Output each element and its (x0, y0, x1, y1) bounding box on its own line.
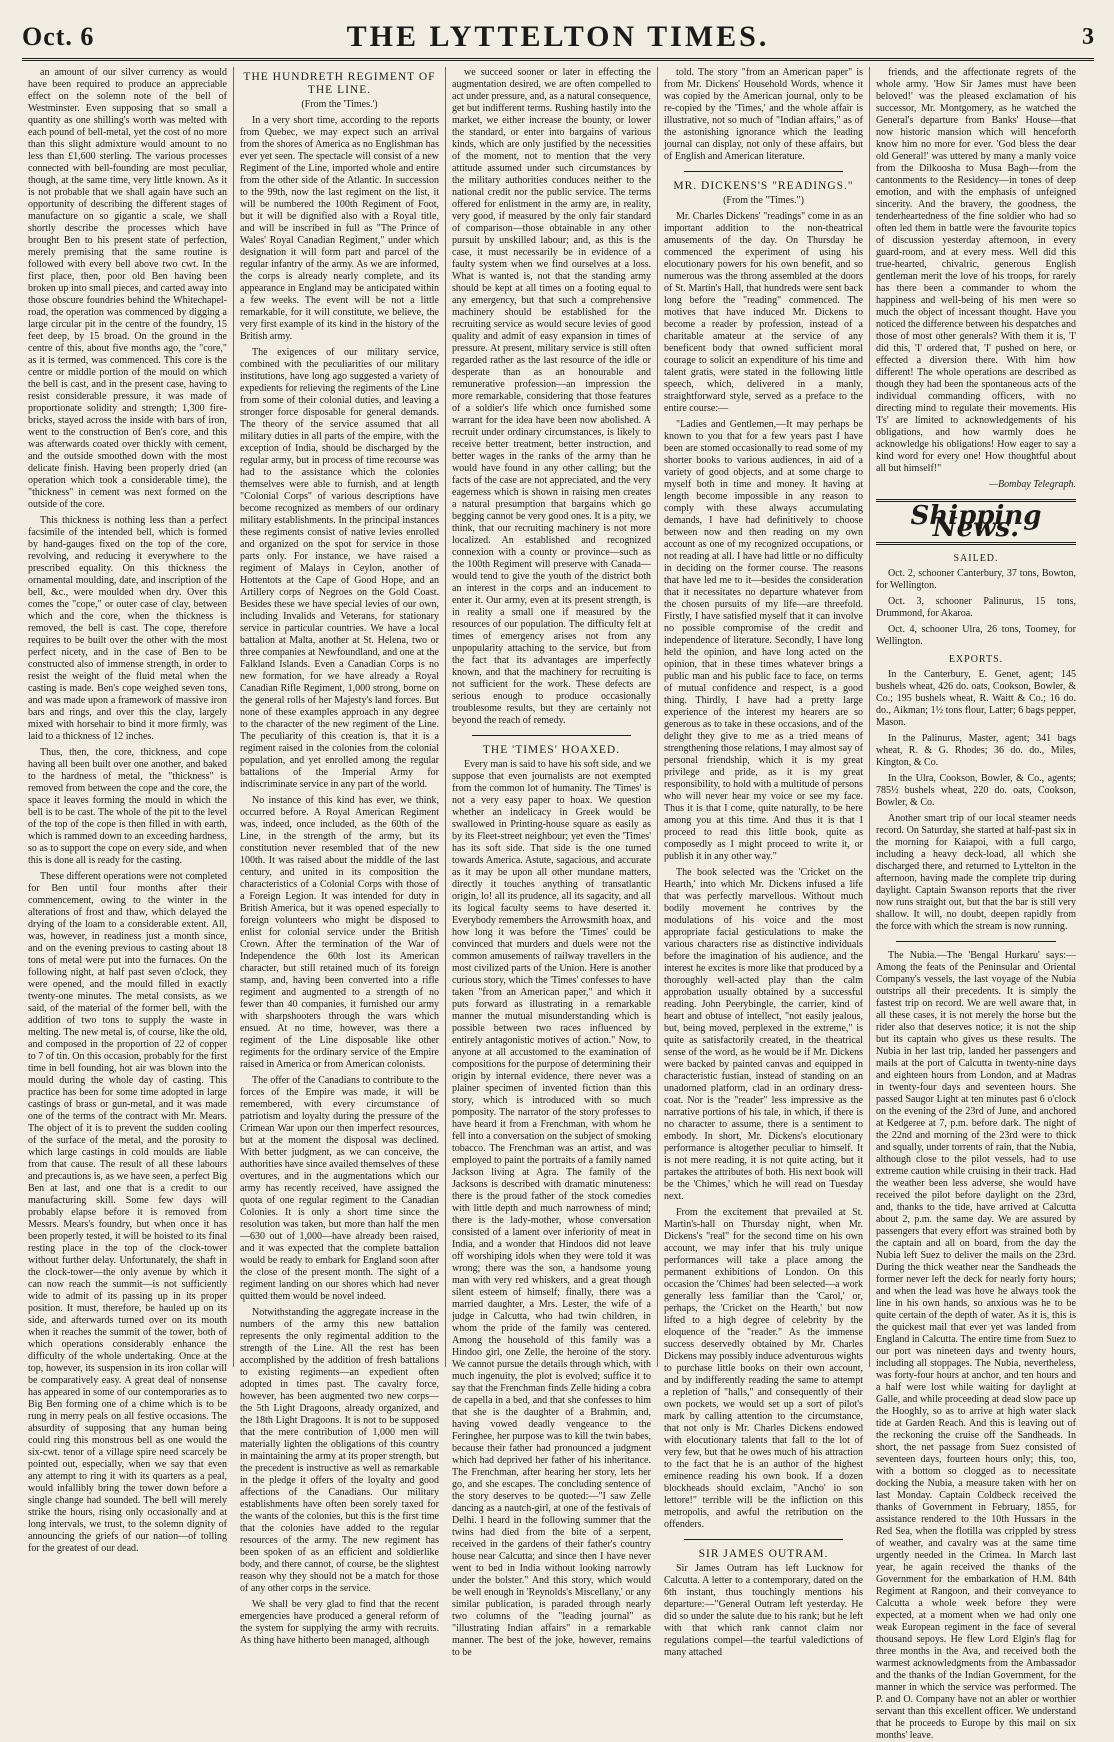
article-paragraph: friends, and the affectionate regrets of the whole army. 'How Sir James must have been beloved!' was the pleased exclamation of his successor, Mr. Montgomery, as he watched the General's departure from Banks' House—that now historic mansion which will henceforth know him no more for ever. 'God bless the dear old General!' was uttered by many a manly voice from the Dilkoosha to Musa Bagh—from the cantonments to the Residency—in tones of deep emotion, and with the emphasis of unfeigned sincerity. And the bravery, the goodness, the tenderheartedness of the fine soldier who had so often led them in battle were the favourite topics of discussion yesterday afternoon, in every guard-room, and at every mess. Well did this true-hearted, chivalric, generous English gentleman merit the love of his troops, for rarely has there been a commander to whom the happiness and well-being of his men were so much the object of incessant thought. Have you noticed the difference between his despatches and those of most other generals? With them it is, 'I' did this, 'I' ordered that, 'I' pushed on here, or effected a diversion there. With him how different! The whole operations are described as though they had been the spontaneous acts of the individual commanding officers, with no directing mind to regulate their movements. His 'I's' are limited to acknowledgements of his obligations, and how warmly does he acknowledge his obligations! How eager to say a kind word for every one! How thoughtful about all but himself!" (876, 67, 1076, 474)
list-item: In the Canterbury, E. Genet, agent; 145 bushels wheat, 426 do. oats, Cookson, Bowler, & Co.; 195 bushels wheat, R. Waitt & Co.; 16 do. do., Aikman; 1½ tons flour, Latter; 6 bags pepper, Mason. (876, 669, 1076, 728)
article-paragraph: From the excitement that prevailed at St. Martin's-hall on Thursday night, when Mr. Dickens's "real" for the second time on his own account, we may infer that his truly unique performances will take a place among the permanent exhibitions of London. On this occasion the 'Chimes' had been selected—a work generally less familiar than the 'Carol,' or, perhaps, the 'Cricket on the Hearth,' but now lifted to a high degree of celebrity by the eloquence of the "reader." As the immense success deservedly obtained by Mr. Charles Dickens may possibly induce adventurous wights to purchase little books on their own account, and by indifferently reading the same to attempt a repletion of "halls," and consequently of their own pockets, we would set up a sort of pilot's mark by calling attention to the circumstance, that not only is Mr. Charles Dickens endowed with elocutionary talents that fall to the lot of very few, but that he owes much of his attraction to the fact that he is an author of the highest eminence reading his own book. If a dozen blockheads should exclaim, "Ancho' io son lettore!" terrible will be the infliction on this metropolis, and awful the retribution on the offenders. (664, 1207, 863, 1530)
article-paragraph: Every man is said to have his soft side, and we suppose that even journalists are not exempted from the common lot of humanity. The 'Times' is not a very easy paper to hoax. We question whether an indelicacy in Greek would be swallowed in Printing-house square as easily as by its Fleet-street neighbour; yet even the 'Times' has its soft side. That side is the one turned towards America. Astute, sagacious, and accurate as it may be upon all other mundane matters, directly it touches anything of transatlantic origin, lo! all its prudence, all its sagacity, and all its logical faculty seems to have deserted it. Everybody remembers the Arrowsmith hoax, and how long it was before the 'Times' could be convinced that murders and duels were not the common amusements of railway travellers in the most civilized parts of the Union. Here is another curious story, which the 'Times' confesses to have taken "from an American paper," and which it puts forward as illustrating in a remarkable manner the mutual misunderstanding which is possible between two races influenced by entirely antagonistic motives of action." Now, to anyone at all accustomed to the examination of compositions for the purpose of determining their origin by internal evidence, there never was a plainer specimen of invented fiction than this story, which is introduced with so much pomposity. The narrator of the story professes to have heard it from a Frenchman, with whom he fell into a conversation on the subject of smoking tobacco. The Frenchman was an artist, and was employed to paint the portraits of a family named Jackson living at Agra. The family of the Jacksons is described with dramatic minuteness: there is the proud father of the stock comedies with little depth and much narrowness of mind; there is the lady-mother, whose conversation consisted of a lament over inferiority of meat in India, and a wonder that Hindoos did not leave off worshiping idols when they were told it was wrong; there was the son, a handsome young man with very red whiskers, and a great though silent esteem of himself; finally, there was a married daughter, a Mrs. Lester, the wife of a judge in Calcutta, who had twin children, in whom the pride of the family was centered. Among the household of this family was a Hindoo girl, one Zelle, the heroine of the story. We cannot pursue the details through which, with much ingenuity, the plot is evolved; suffice it to say that the Frenchman finds Zelle hiding a cobra de capella in a bed, and that she confesses to him that she is the daughter of a Brahmin, and, having vowed deadly vengeance to the Feringhee, her purpose was to kill the twin babes, because their father had pronounced a judgment which had deprived her father of his inheritance. The Frenchman, after hearing her story, lets her go, and she escapes. The concluding sentence of the story deserves to be quoted:—"I saw Zelle dancing as a nautch-girl, at one of the festivals of Delhi. I heard in the following summer that the twins had died from the bite of a serpent, received in the gardens of their father's country house near Calcutta; and since then I have never went to bed in India without looking narrowly under the bolster." And this story, which would be well enough in 'Reynolds's Miscellany,' or any similar publication, is paraded through nearly two columns of the "leading journal" as "illustrating Indian affairs" in a remarkable manner. The best of the joke, however, remains to be (452, 759, 651, 1658)
article-credit: —Bombay Telegraph. (989, 479, 1076, 490)
list-item: In the Palinurus, Master, agent; 341 bags wheat, R. & G. Rhodes; 36 do. do., Miles, Kington, & Co. (876, 733, 1076, 768)
article-source: (From the "Times.") (723, 195, 804, 206)
article-heading: SIR JAMES OUTRAM. (698, 1548, 829, 1560)
article-paragraph: "Ladies and Gentlemen,—It may perhaps be known to you that for a few years past I have been are stomed occasionally to read some of my shorter books to various audiences, in aid of a variety of good objects, and at some charge to myself both in time and money. It having at length become impossible in any reason to comply with these always accumulating demands, I have had definitively to choose between now and then reading on my own account as one of my recognized occupations, or not reading at all. I have had little or no difficulty in deciding on the former course. The reasons that have led me to it—besides the consideration that it necessitates no departure whatever from the chosen pursuits of my life—are threefold. Firstly, I have satisfied myself that it can involve no possible compromise of the credit and independence of literature. Secondly, I have long held the opinion, and have long acted on the opinion, that in these times whatever brings a public man and his public face to face, on terms of mutual confidence and respect, is a good thing. Thirdly, I have had a pretty large experience of the interest my hearers are so generous as to take in these occasions, and of the delight they give to me as a tried means of strengthening those relations, I may almost say of personal friendship, which it is my great privilege and pride, as it is my great responsibility, to hold with a multitude of persons who will never hear my voice or see my face. Thus it is that I come, quite naturally, to be here among you at this time. And thus it is that I proceed to read this little book, quite as composedly as I might proceed to write it, or publish it in any other way." (664, 419, 863, 862)
article-paragraph: Notwithstanding the aggregate increase in the numbers of the army this new battalion represents the only regimental addition to the strength of the Line. All the rest has been accomplished by the addition of fresh battalions to existing regiments—an expedient often adopted in times past. The cavalry force, however, has been augmented two new corps—the 5th Light Dragoons, already organized, and the 18th Light Dragoons. It is not to be supposed that the mere contribution of 1,000 men will materially lighten the obligations of this country in maintaining the army at its proper strength, but the precedent is instructive as well as remarkable in the pledge it offers of the loyalty and good affections of the Canadians. Our military establishments have often been sorely taxed for the wants of the colonies, but this is the first time that the colonies have added to the regular resources of the army. The new regiment has been spoken of as an efficient and soldierlike body, and there cannot, of course, be the slightest reason why they should not be a match for those of any other corps in the service. (240, 1307, 439, 1594)
section-divider (896, 941, 1056, 942)
section-divider (684, 1539, 843, 1540)
sailed-label: SAILED. (953, 553, 999, 564)
column-2 (234, 67, 446, 1646)
shipping-news-title: Shipping News. (910, 501, 1042, 543)
article-paragraph: Mr. Charles Dickens' "readings" come in as an important addition to the non-theatrical amusements of the day. On Thursday he commenced the experiment of using his elocutionary powers for his own benefit, and so numerous was the throng assembled at the doors of St. Martin's Hall, that hundreds were sent back long before the "reading" commenced. The motives that have induced Mr. Dickens to become a reader by profession, instead of a charitable amateur at the service of any beneficent body that owned sufficient moral courage to solicit an expenditure of his time and talent gratis, were stated in the following little speech, which, delivered in a manly, straightforward style, served as a preface to the entire course:— (664, 211, 863, 414)
exports-label: EXPORTS. (948, 654, 1004, 665)
article-paragraph: Sir James Outram has left Lucknow for Calcutta. A letter to a contemporary, dated on the 6th instant, thus touchingly mentions his departure:—"General Outram left yesterday. He did so under the salute due to his rank; but he left with that which rank cannot claim nor regulations compel—the tearful valedictions of many attached (664, 1563, 863, 1658)
column-3 (446, 67, 658, 1658)
list-item: Oct. 2, schooner Canterbury, 37 tons, Bowton, for Wellington. (876, 568, 1076, 591)
article-columns (22, 67, 1094, 1741)
column-5 (870, 67, 1082, 1741)
column-1 (22, 67, 234, 1554)
article-paragraph: The exigences of our military service, combined with the peculiarities of our military institutions, have long ago suggested a variety of expedients for relieving the regiments of the Line from some of their colonial duties, and leaving a stronger force disposable for general demands. The theory of the service assumed that all military duties in all parts of the empire, with the exception of India, should be discharged by the regular army, but in process of time recourse was had to the assistance which the colonies themselves were able to furnish, and at length "Colonial Corps" of various descriptions have become recognized as members of our ordinary military establishments. In the principal instances these regiments consist of native levies enrolled and organized on the spot for service in those parts only. For instance, we have raised a regiment of Malays in Ceylon, another of Hottentots at the Cape of Good Hope, and an Artillery corps of Negroes on the Gold Coast. Besides these we have special levies of our own, including Invalids and Veterans, for stationary service in particular countries. We have a local battalion at Malta, another at St. Helena, two or three companies at Newfoundland, and one at the Falkland Islands. Even a Canadian Corps is no new formation, for we have already a Royal Canadian Rifle Regiment, 1,000 strong, borne on the general rolls of her Majesty's land forces. But none of these examples approach in any degree to the character of the new regiment of the Line. The peculiarity of this creation is, that it is a regiment raised in the colonies from the colonial population, and yet enrolled among the regular battalions of the Imperial Army for indiscriminate service in any part of the world. (240, 347, 439, 790)
masthead (22, 18, 1094, 61)
list-item: In the Ulra, Cookson, Bowler, & Co., agents; 785½ bushels wheat, 220 do. oats, Cookson, Bowler, & Co. (876, 773, 1076, 808)
article-paragraph: we succeed sooner or later in effecting the augmentation desired, we are often compelled to act under pressure, and, as a natural consequence, get but indifferent terms. Rushing hastily into the market, we either increase the bounty, or lower the standard, or enter into bargains of various kinds, which are only justified by the necessities of the moment, not to mention that the very attitude assumed under such circumstances by the military authorities conduces neither to the national credit nor the public service. The terms offered for enlistment in the army are, in reality, very good, if measured by the only fair standard of comparison—those obtainable in any other pursuit by unskilled labour; and, as this is the case, it must necessarily be in evidence of a faulty system when we find ourselves at a loss. What is wanted is, not that the standing army should be kept at all times on a footing equal to any emergency, but that such a comprehensive machinery should be established for the recruiting service as would secure levies of good quality and admit of easy expansion in times of pressure. At present, military service is still often regarded rather as the last resource of the idle or desperate than as an honourable and remunerative profession—an impression the more remarkable, considering that those features of a soldier's life which once furnished some warrant for the idea have been now abolished. A recruit under ordinary circumstances, is likely to receive better treatment, better instruction, and better wages in the ranks of the army than he would have found in any other calling; but the facts of the case are not appreciated, and the very eagerness which is shown in raising men creates a natural presumption that bargains which go begging cannot be very good ones. It is a pity, we think, that our recruiting machinery is not more localized. An established and recognized connexion with a county or province—such as the 100th Regiment will preserve with Canada—would tend to give the youth of the district both an interest in the corps and an inducement to enter it. Our army, even at its present strength, is in reality a small one if measured by the resources of our population. The difficulty felt at times of emergency arises not from any unpopularity attaching to the service, but from the fact that its advantages are imperfectly known, and that the machinery for recruiting is not sufficient for the work. These defects are serious enough to produce occasionally troublesome results, but they are certainly not beyond the reach of remedy. (452, 67, 651, 726)
section-divider (684, 171, 843, 172)
article-paragraph: In a very short time, according to the reports from Quebec, we may expect such an arrival from the shores of America as no Englishman has ever yet seen. The spectacle will consist of a new Regiment of the Line, imported whole and entire from the other side of the Atlantic. In succession to the 99th, now the last regiment on the list, it will be numbered the 100th Regiment of Foot, but it will be dignified also with a Royal title, and will be inscribed in full as "The Prince of Wales' Royal Canadian Regiment," under which designation it will form part and parcel of the regular infantry of the army. As we are informed, the corps is already nearly complete, and its appearance in England may be anticipated within a few weeks. The event will be not a little remarkable, for it will constitute, we believe, the very first example of its kind in the history of the British army. (240, 115, 439, 342)
article-paragraph: These different operations were not completed for Ben until four months after their commencement, owing to the winter in the alterations of frost and thaw, which delayed the drying of the loam to a considerable extent. All, was, however, in readiness just a month since, and on the evening previous to casting about 18 tons of metal were put into the furnaces. On the following night, at half past seven o'clock, they were opened, and the mould filled in exactly twenty-one minutes. The metal consists, as we said, of the material of the former bell, with the addition of two tons to supply the waste in melting. The new metal is, of course, like the old, and composed in the proportion of 22 of copper to 7 of tin. On this occasion, probably for the first time in bell founding, hot air was blown into the mould during the whole day of casting. This practice has been for some time adopted in large castings of brass or gun-metal, and it was made one of the terms of the contract with Mr. Mears. The object of it is to prevent the sudden cooling of the surface of the metal, and the porosity to which large castings in cold moulds are liable from that cause. The result of all these labours and precautions is, as we have seen, a perfect Big Ben at last, and one that is a credit to our manufacturing skill. Some few days will probably elapse before it is removed from Messrs. Mears's foundry, but when once it has been properly tested, it will be hoisted to its final resting place in the top of the clock-tower without further delay. Unfortunately, the shaft in the clock-tower—the only avenue by which it can now reach the summit—is not sufficiently wide to admit of its passing up in its proper position. It must, therefore, be hauled up on its side, and afterwards turned over on its mouth when it reaches the summit of the tower, both of which operations considerably enhance the difficulty of the whole undertaking. Once at the top, however, its suspension in its iron collar will be comparatively easy. A great deal of nonsense has appeared in some of our contemporaries as to Big Ben forming one of a chime which is to be rung in merry peals on all festive occasions. The absurdity of supposing that any human being could ring this monstrous bell as one would the six-cwt. tenor of a village spire need scarcely be pointed out, especially, when we say that even any attempt to ring it with its quarters as a peal, would infallibly bring the tower down before a single change had sounded. The bell will merely strike the hours, rising only occasionally and at long intervals, we trust, to the solemn dignity of announcing the griefs of our nation—of tolling for the greatest of our dead. (28, 871, 227, 1554)
article-paragraph: told. The story "from an American paper" is from Mr. Dickens' Household Words, whence it was copied by the American journal, only to be re-copied by the 'Times,' and the whole affair is illustrative, not so much of "Indian affairs," as of the astonishing ignorance which the leading journal can display, not only of these affairs, but of English and American literature. (664, 67, 863, 162)
list-item: Oct. 3, schooner Palinurus, 15 tons, Drummond, for Akaroa. (876, 596, 1076, 619)
page-number: 3 (1082, 24, 1094, 50)
section-divider (472, 735, 631, 736)
article-heading: MR. DICKENS'S "READINGS." (673, 180, 854, 192)
list-item: Oct. 4, schooner Ulra, 26 tons, Toomey, for Wellington. (876, 624, 1076, 647)
article-paragraph: The Nubia.—The 'Bengal Hurkaru' says:—Among the feats of the Peninsular and Oriental Company's vessels, the last voyage of the Nubia outstrips all their precedents. It is simply the fastest trip on record. We are well aware that, in all these cases, it is not merely the horse but the rider also that deserves notice; it is not the ship but its captain who gives us these results. The Nubia in her last trip, landed her passengers and mails at the port of Calcutta in twenty-nine days and eighteen hours from London, and at Madras in twenty-four days and seventeen hours. She passed Saugor Light at ten minutes past 6 o'clock on the evening of the 23rd of June, and anchored at Kedgeree at 7, p.m. before dark. The night of the 22nd and morning of the 23rd were to thick and squally, under torrents of rain, that the Nubia, although close to the pilot vessels, had to use extreme caution while cruising in their track. Had the weather been less adverse, she would have received the pilot before daylight on the 23rd, and, thanks to the tide, have arrived at Calcutta about 2, p.m. the same day. We are assured by passengers that every effort was strained both by the captain and all on board, from the day the Nubia left Suez to deliver the mails on the 23rd. During the thick weather near the Sandheads the former never left the deck for nearly forty hours; and when the lead was hove he always took the line in his own hands, so anxious was he to be quite certain of the depth of water. As it is, this is the quickest mail that ever yet was landed from England in Calcutta. The entire time from Suez to our port was nineteen days and twenty hours, including all stoppages. The Nubia, nevertheless, was forty-four hours at anchor, and ten hours and a half were lost while waiting for daylight at Galle, and while proceeding at dead slow pace up the Hooghly, so as to arrive at high water slack tide at Garden Reach. And this is leaving out of the reckoning the cruise off the Sandheads. In short, the net passage from Suez consisted of seventeen days, fourteen hours only; this, too, with a bottom so clogged as to necessitate docking the Nubia, a measure taken with her on last Monday. Captain Coldbeck received the thanks of Government in February, 1855, for assistance rendered to the 10th Hussars in the Red Sea, when the flotilla was crippled by stress of weather, and cavalry was at the same time urgently needed in the Crimea. In March last year, he again received the thanks of the Government for the embarkation of H.M. 84th Regiment at Rangoon, and their conveyance to Calcutta a whole week before they were expected, at a moment when we had only one weak European regiment in the face of several thousand sepoys. He flew Lord Elgin's flag for three months in the Ava, and received both the warmest acknowledgments from the Ambassador and the thanks of the Indian Government, for the manner in which the service was performed. The P. and O. Company have not an abler or worthier servant than this excellent officer. We understand that he proceeds to Europe by this mail on six months' leave. (876, 950, 1076, 1741)
article-paragraph: No instance of this kind has ever, we think, occurred before. A Royal American Regiment was, indeed, once included, as the 60th of the Line, in the strength of the army, but its constitution never resembled that of the new 100th. It was raised about the middle of the last century, and united in its composition the characteristics of a Colonial Corps with those of a Foreign Legion. It was intended for duty in British America, but it was opened especially to foreign volunteers who might be disposed to enlist for colonial service under the British Crown. After the termination of the War of Independence the 60th lost its American character, but still retained much of its foreign stamp, and, having been converted into a rifle regiment and augmented to a strength of no fewer than 40 companies, it furnished our army with sharpshooters through the wars which ensued. At no time, however, was there a regiment of the Line disposable like other regiments for the ordinary service of the Empire raised in America or from American colonists. (240, 795, 439, 1070)
article-paragraph: Thus, then, the core, thickness, and cope having all been built over one another, and baked to the hardness of metal, the "thickness" is removed from between the cope and the core, the space it leaves forming the mould in which the bell is to be cast. The whole of the pit to the level of the top of the cope is then filled in with earth, which is rammed down to an exceeding hardness, so as to support the cope on every side, and when this is done all is ready for the casting. (28, 747, 227, 866)
article-heading: THE 'TIMES' HOAXED. (482, 744, 621, 756)
column-4 (658, 67, 870, 1658)
article-paragraph: The book selected was the 'Cricket on the Hearth,' into which Mr. Dickens infused a life that was perfectly marvellous. Without much bodily movement he contrives by the modulations of his voice and the most appropriate facial gesticulations to make the various characters rise as distinctive individuals before the imagination of his audience, and the interest he excites is more like that produced by a thoroughly well-acted play than the calm approbation usually obtained by a successful reading. John Peerybingle, the carrier, kind of heart and obtuse of intellect, "not easily jealous, but, being moved, perplexed in the extreme," is quite as satisfactorily created, in the theatrical sense of the word, as he would be if Mr. Dickens were backed by painted canvas and equipped in characteristic fustian, instead of standing on an unadorned platform, clad in an ordinary dress-coat. Nor is the "reader" less impressive as the narrative portions of his tale, in which, if there is no character to assume, there is a sentiment to embody. In short, Mr. Dickens's elocutionary performance is altogether peculiar to himself. It is not mere reading, it is not quite acting, but it partakes the attributes of both. His next book will be the 'Chimes,' which he will read on Tuesday next. (664, 867, 863, 1202)
issue-date: Oct. 6 (22, 22, 95, 51)
article-paragraph: Another smart trip of our local steamer needs record. On Saturday, she started at half-past six in the morning for Kaiapoi, with a full cargo, including a heavy deck-load, all which she discharged there, and returned to Lyttelton in the afternoon, having made the complete trip during daylight. Captain Swanson reports that the river now runs straight out, but that the bar is still very shallow. It will, no doubt, deepen rapidly from the force with which the stream is now running. (876, 813, 1076, 932)
article-paragraph: The offer of the Canadians to contribute to the forces of the Empire was made, it will be remembered, with every circumstance of patriotism and loyalty during the pressure of the Crimean War upon our then imperfect resources, but at the moment the disposal was declined. With better judgment, as we can conceive, the authorities have since availed themselves of these overtures, and in the augmentations which our army has recently received, have assigned the quota of one regular regiment to the Canadian Colonies. It is only a short time since the resolution was taken, but more than half the men—630 out of 1,000—have already been raised, and it was expected that the complete battalion would be ready to embark for England soon after the close of the present month. The sight of a regiment landing on our shores which had never quitted them would be novel indeed. (240, 1075, 439, 1302)
article-heading: THE HUNDRETH REGIMENT OF THE LINE. (243, 71, 436, 96)
newspaper-title: THE LYTTELTON TIMES. (346, 20, 770, 53)
article-source: (From the 'Times.') (301, 99, 378, 110)
article-paragraph: an amount of our silver currency as would have been required to produce an appreciable effect on the solemn note of the bell of Westminster. Even supposing that so small a quantity as one shilling's worth was melted with each pound of bell-metal, yet the cost of no more than this slight admixture would amount to no less than £1,600 sterling. The various processes connected with bell-founding are most peculiar, though, at the same time, very little known. As it is not probable that we shall again have such an opportunity of describing the different stages of manufacture on so gigantic a scale, we shall shortly describe the processes which have brought Ben to his present state of perfection, merely premising that the same routine is followed with every bell above two cwt. In the first place, then, poor old Ben having been broken up into small pieces, and carted away into those obscure foundries behind the Whitechapel-road, the operation was commenced by digging a large circular pit in the centre of the foundry, 15 feet deep, by 15 broad. On the ground in the centre of this, about five months ago, the "core," as it is termed, was commenced. This core is the centre or middle portion of the mould on which the bell is cast, and in the present case, having to resist considerable pressure, it was made of proportionate solidity and strength; 1,300 fire-bricks, stayed across the inside with bars of iron, went to the construction of Ben's core, and this was afterwards coated over thickly with cement, and the outside smoothed down with the most delicate finish. Having been properly dried (an operation which took a considerable time), the "thickness" in cement was next formed on the outside of the core. (28, 67, 227, 510)
article-paragraph: This thickness is nothing less than a perfect facsimile of the intended bell, which is formed by hand-gauges fixed on the top of the core, revolving, and reducing it everywhere to the prescribed equality. On this thickness the ornamental moulding, date, and inscription of the bell, &c., were moulded when dry. Over this comes the "cope," or outer case of clay, between which and the core, when the thickness is removed, the bell is cast. The cope, therefore requires to be built over the other with the most perfect nicety, and in the case of Ben to be constructed also of immense strength, in order to resist the weight of the fluid metal when the casting is made. Ben's cope weighed seven tons, and was made upon a framework of massive iron bars and rings, and over this the clay, largely mixed with horsehair to bind it more firmly, was laid to a thickness of 12 inches. (28, 515, 227, 742)
article-paragraph: We shall be very glad to find that the recent emergencies have produced a general reform of the system for supplying the army with recruits. As thing have hitherto been managed, although (240, 1599, 439, 1646)
